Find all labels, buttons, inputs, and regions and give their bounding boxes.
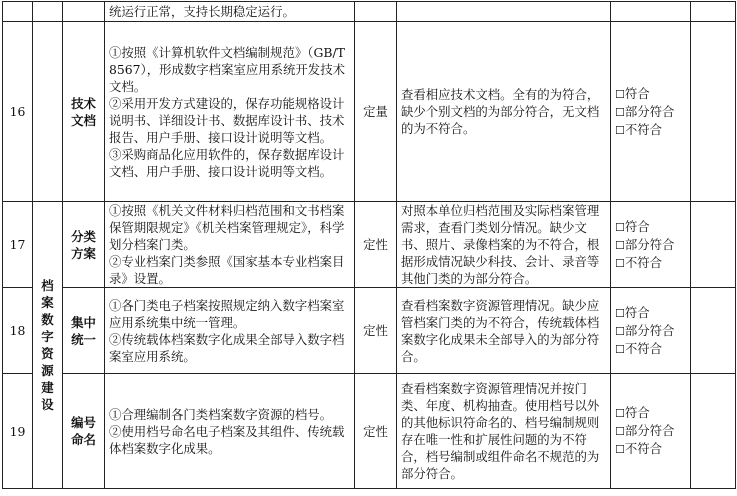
remark-cell	[691, 288, 736, 374]
requirement-cell: 统运行正常，支持长期稳定运行。	[105, 2, 355, 22]
checkbox-icon[interactable]: ☐	[615, 306, 625, 320]
result-option-label: 符合	[624, 218, 650, 234]
result-option[interactable]	[615, 422, 686, 440]
method-cell: 定性	[355, 374, 397, 489]
result-option[interactable]	[615, 254, 686, 272]
criteria-cell: 查看档案数字资源管理情况。缺少应管档案门类的为不符合，传统载体档案数字化成果未全部导入的为部分符合。	[397, 288, 611, 374]
table-row-16	[3, 22, 736, 202]
method-cell: 定性	[355, 202, 397, 288]
category-char: 字	[41, 329, 54, 344]
result-option[interactable]	[615, 121, 686, 139]
result-option-label: 不符合	[624, 121, 663, 137]
result-option[interactable]	[615, 85, 686, 103]
result-option-label: 符合	[624, 85, 650, 101]
requirement-cell	[105, 288, 355, 374]
category-char: 数	[41, 312, 54, 327]
method-cell: 定性	[355, 288, 397, 374]
num-cell: 16	[3, 22, 33, 202]
result-option[interactable]	[615, 440, 686, 458]
checkbox-icon[interactable]: ☐	[615, 324, 625, 338]
method-cell	[355, 2, 397, 22]
requirement-paragraph: ②传统载体档案数字化成果全部导入数字档案室应用系统。	[109, 331, 345, 364]
category-char: 案	[41, 295, 54, 310]
category-cell-top	[33, 22, 63, 202]
result-cell	[611, 22, 691, 202]
checkbox-icon[interactable]: ☐	[615, 256, 625, 270]
remark-cell	[691, 2, 736, 22]
criteria-cell	[397, 2, 611, 22]
assessment-table	[2, 1, 736, 489]
result-cell	[611, 2, 691, 22]
result-option[interactable]	[615, 404, 686, 422]
requirement-paragraph: ①合理编制各门类档案数字资源的档号。	[109, 406, 333, 422]
item-cell: 分类方案	[63, 202, 105, 288]
category-cell-top	[33, 2, 63, 22]
result-option-label: 符合	[624, 405, 650, 420]
num-cell: 18	[3, 288, 33, 374]
requirement-paragraph: ①各门类电子档案按照规定纳入数字档案室应用系统集中统一管理。	[109, 297, 345, 330]
result-cell	[611, 202, 691, 288]
result-option-label: 不符合	[624, 340, 663, 356]
result-option[interactable]	[615, 218, 686, 236]
result-option[interactable]	[615, 103, 686, 121]
result-cell	[611, 288, 691, 374]
result-option[interactable]	[615, 304, 686, 322]
num-cell: 19	[3, 374, 33, 489]
category-char: 源	[41, 363, 54, 378]
remark-cell	[691, 374, 736, 489]
criteria-cell: 查看档案数字资源管理情况并按门类、年度、机构抽查。使用档号以外的其他标识符命名的、档号编制规则存在唯一性和扩展性问题的为不符合，档号编制或组件命名不规范的为部分符合。	[397, 374, 611, 489]
result-option-label: 不符合	[624, 441, 663, 456]
requirement-paragraph: ②使用档号命名电子档案及其组件、传统载体档案数字化成果。	[109, 423, 345, 456]
checkbox-icon[interactable]: ☐	[615, 220, 625, 234]
checkbox-icon[interactable]: ☐	[615, 238, 625, 252]
result-option-label: 部分符合	[624, 103, 675, 119]
num-cell	[3, 2, 33, 22]
requirement-paragraph: ①按照《计算机软件文档编制规范》（GB/T 8567），形成数字档案室应用系统开发技术文档。	[109, 44, 345, 94]
requirement-cell	[105, 22, 355, 202]
requirement-paragraph: ②采用开发方式建设的，保存功能规格设计说明书、详细设计书、数据库设计书、技术报告、用户手册、接口设计说明等文档。	[109, 95, 345, 145]
result-option[interactable]	[615, 322, 686, 340]
item-cell	[63, 2, 105, 22]
category-cell	[33, 202, 63, 489]
item-cell: 编号命名	[63, 374, 105, 489]
result-option[interactable]	[615, 340, 686, 358]
result-option-label: 部分符合	[624, 423, 675, 438]
checkbox-icon[interactable]: ☐	[615, 425, 625, 438]
remark-cell	[691, 202, 736, 288]
criteria-cell: 查看相应技术文档。全有的为符合，缺少个别文档的为部分符合，无文档的为不符合。	[397, 22, 611, 202]
requirement-cell	[105, 374, 355, 489]
result-option-label: 部分符合	[624, 322, 675, 338]
category-char: 设	[41, 397, 54, 412]
result-option[interactable]	[615, 236, 686, 254]
requirement-paragraph: ②专业档案门类参照《国家基本专业档案目录》设置。	[109, 254, 345, 286]
checkbox-icon[interactable]: ☐	[615, 342, 625, 356]
category-char: 建	[41, 380, 54, 395]
category-char: 资	[41, 346, 54, 361]
checkbox-icon[interactable]: ☐	[615, 87, 625, 101]
item-cell: 集中统一	[63, 288, 105, 374]
checkbox-icon[interactable]: ☐	[615, 123, 625, 137]
checkbox-icon[interactable]: ☐	[615, 443, 625, 456]
requirement-paragraph: ③采购商品化应用软件的，保存数据库设计文档、用户手册、接口设计说明等文档。	[109, 146, 345, 179]
table-row-19	[3, 374, 736, 489]
result-option-label: 符合	[624, 304, 650, 320]
requirement-cell	[105, 202, 355, 288]
method-cell: 定量	[355, 22, 397, 202]
criteria-cell: 对照本单位归档范围及实际档案管理需求，查看门类划分情况。缺少文书、照片、录像档案的为不符合，根据形成情况缺少科技、会计、录音等其他门类的为部分符合。	[397, 202, 611, 288]
table-row-continuation	[3, 2, 736, 22]
item-cell: 技术文档	[63, 22, 105, 202]
result-option-label: 不符合	[624, 254, 663, 270]
num-cell: 17	[3, 202, 33, 288]
checkbox-icon[interactable]: ☐	[615, 105, 625, 119]
remark-cell	[691, 22, 736, 202]
result-option-label: 部分符合	[624, 236, 675, 252]
table-row-17	[3, 202, 736, 288]
table-row-18	[3, 288, 736, 374]
requirement-paragraph: ①按照《机关文件材料归档范围和文书档案保管期限规定》《机关档案管理规定》，科学划分档案门类。	[109, 203, 345, 252]
category-char: 档	[41, 278, 54, 293]
checkbox-icon[interactable]: ☐	[615, 407, 625, 420]
result-cell	[611, 374, 691, 489]
